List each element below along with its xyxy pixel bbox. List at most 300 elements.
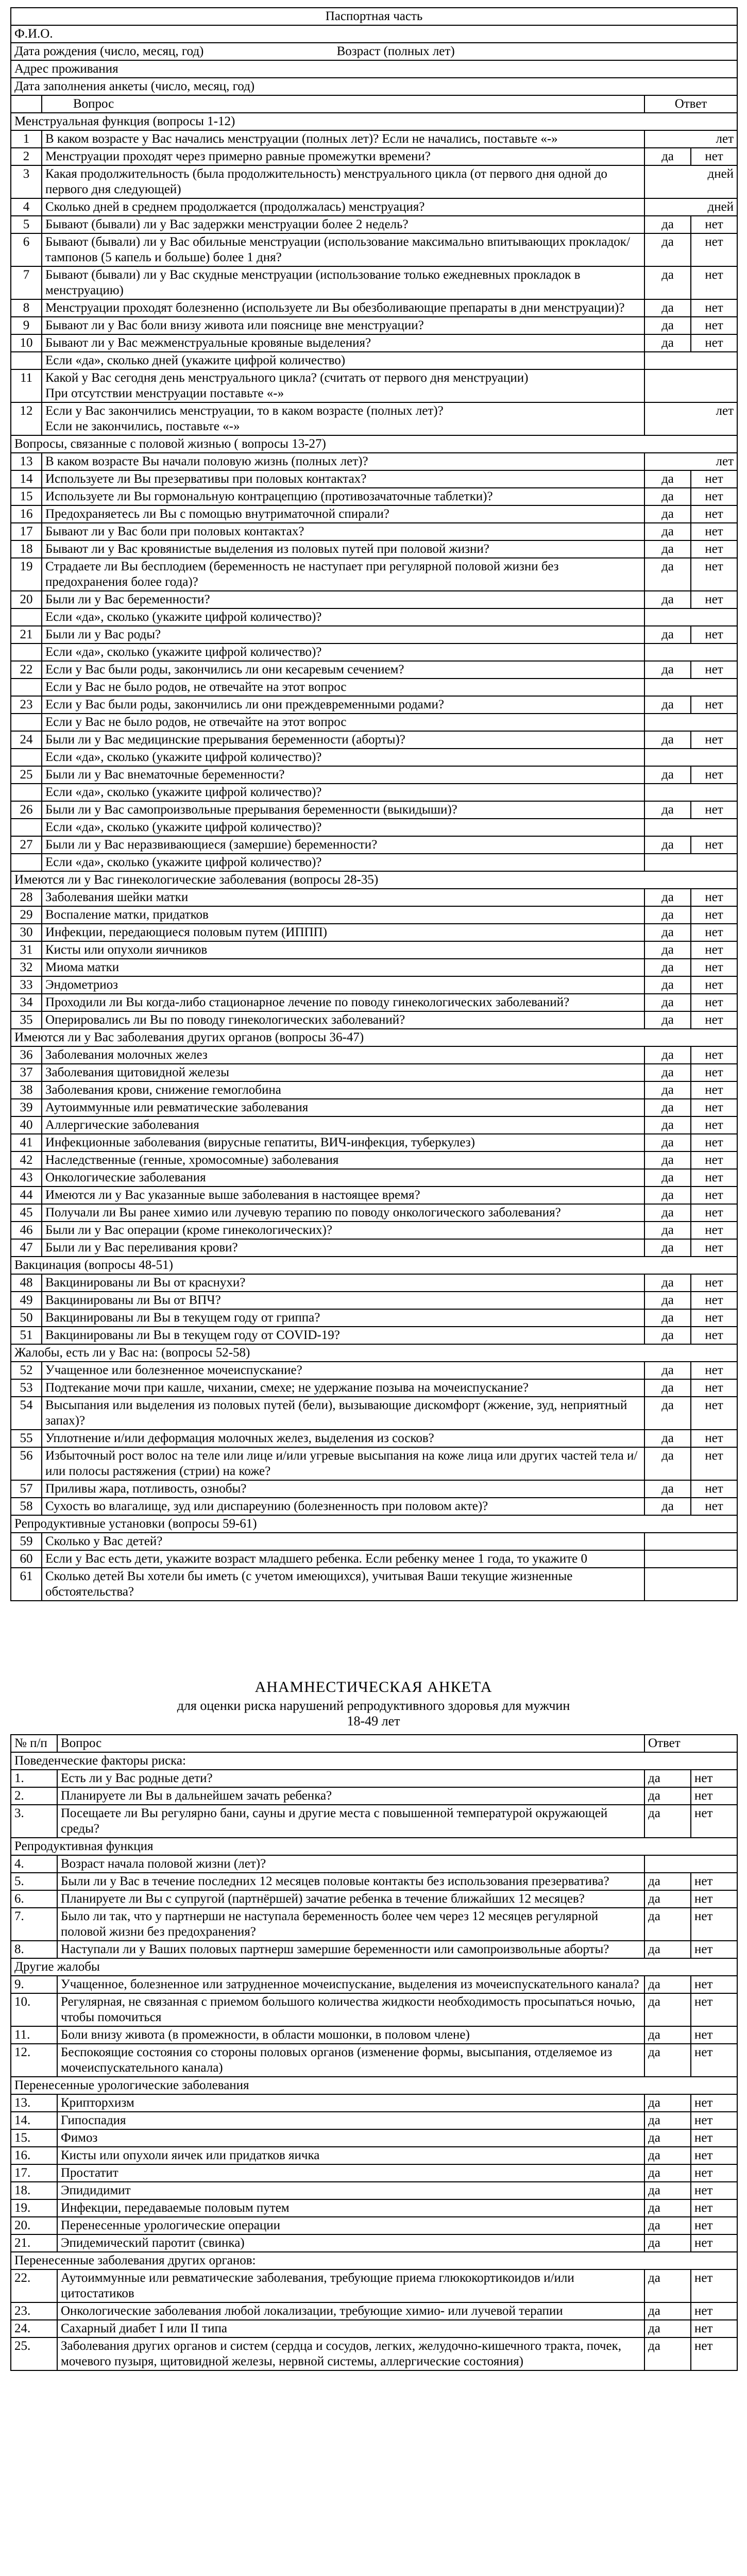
question-number: 18. [11, 2182, 57, 2199]
answer-no-option[interactable]: нет [691, 1222, 737, 1239]
question-number [11, 643, 42, 661]
fill-date-field[interactable]: Дата заполнения анкеты (число, месяц, год) [11, 78, 737, 95]
answer-no-option[interactable]: нет [691, 488, 737, 505]
question-number: 48 [11, 1274, 42, 1292]
section-row [11, 1257, 737, 1274]
question-row [11, 2182, 737, 2199]
answer-no-option[interactable]: нет [691, 959, 737, 976]
question-text: Если у Вас не было родов, не отвечайте на этот вопрос [42, 714, 644, 731]
question-row [11, 1430, 737, 1447]
answer-no-option[interactable]: нет [691, 1187, 737, 1204]
question-row [11, 1204, 737, 1222]
question-row [11, 1805, 737, 1838]
question-text: Какой у Вас сегодня день менструального цикла? (считать от первого дня менструации) При отсутствии менструации поставьте «-» [42, 369, 644, 402]
question-number: 6. [11, 1890, 57, 1908]
question-text: Если «да», сколько (укажите цифрой количество)? [42, 784, 644, 801]
question-row [11, 2147, 737, 2164]
question-text: Заболевания крови, снижение гемоглобина [42, 1081, 644, 1099]
question-number: 7 [11, 266, 42, 299]
answer-no-option[interactable]: нет [691, 2234, 737, 2252]
question-number: 12. [11, 2044, 57, 2077]
page [10, 0, 737, 2371]
female-questionnaire-table [10, 7, 738, 1601]
answer-no-option[interactable]: нет [691, 1379, 737, 1397]
question-number: 38 [11, 1081, 42, 1099]
answer-yes-option[interactable]: да [644, 1397, 691, 1430]
answer-no-option[interactable]: нет [691, 2164, 737, 2182]
question-text: Бывают (бывали) ли у Вас скудные менструации (использование только ежедневных прокладок в менструацию) [42, 266, 644, 299]
answer-yes-option[interactable]: да [644, 1046, 691, 1064]
question-text: Были ли у Вас операции (кроме гинекологических)? [42, 1222, 644, 1239]
answer-yes-option[interactable]: да [644, 2234, 691, 2252]
answer-yes-option[interactable]: да [644, 2217, 691, 2234]
answer-yes-option[interactable]: да [644, 2112, 691, 2129]
answer-no-option[interactable]: нет [691, 1204, 737, 1222]
section-title: Жалобы, есть ли у Вас на: (вопросы 52-58) [11, 1344, 737, 1362]
answer-yes-option[interactable]: да [644, 1908, 691, 1941]
answer-yes-option[interactable]: да [644, 2337, 691, 2370]
answer-no-option[interactable]: нет [691, 591, 737, 608]
answer-yes-option[interactable]: да [644, 299, 691, 317]
section-title: Менструальная функция (вопросы 1-12) [11, 113, 737, 130]
answer-yes-option[interactable]: да [644, 317, 691, 334]
answer-no-option[interactable]: нет [691, 2147, 737, 2164]
answer-no-option[interactable]: нет [691, 1447, 737, 1480]
answer-yes-option[interactable]: да [644, 941, 691, 959]
question-text: Если «да», сколько (укажите цифрой количество)? [42, 749, 644, 766]
answer-yes-option[interactable]: да [644, 470, 691, 488]
answer-yes-option[interactable]: да [644, 2164, 691, 2182]
question-number: 59 [11, 1533, 42, 1550]
answer-yes-option[interactable]: да [644, 1151, 691, 1169]
question-text: Вакцинированы ли Вы в текущем году от гриппа? [42, 1309, 644, 1327]
question-number: 13 [11, 453, 42, 470]
question-number: 5 [11, 216, 42, 233]
question-text: Бывают ли у Вас кровянистые выделения из половых путей при половой жизни? [42, 540, 644, 558]
answer-yes-option[interactable]: да [644, 2026, 691, 2044]
question-number: 50 [11, 1309, 42, 1327]
question-row [11, 2320, 737, 2337]
question-row [11, 1274, 737, 1292]
passport-title-row [11, 8, 737, 25]
answer-yes-option[interactable]: да [644, 233, 691, 266]
question-text: Сахарный диабет I или II типа [57, 2320, 644, 2337]
answer-yes-option[interactable]: да [644, 836, 691, 854]
answer-no-option[interactable]: нет [691, 1274, 737, 1292]
answer-blank-field[interactable] [644, 784, 737, 801]
answer-yes-option[interactable]: да [644, 1993, 691, 2026]
answer-yes-option[interactable]: да [644, 1379, 691, 1397]
answer-blank-field[interactable] [644, 679, 737, 696]
question-text: Онкологические заболевания [42, 1169, 644, 1187]
answer-no-option[interactable]: нет [691, 1081, 737, 1099]
answer-yes-option[interactable]: да [644, 1430, 691, 1447]
answer-yes-option[interactable]: да [644, 2094, 691, 2112]
answer-blank-field[interactable] [644, 819, 737, 836]
question-row [11, 643, 737, 661]
question-number: 25. [11, 2337, 57, 2370]
answer-blank-field[interactable] [644, 369, 737, 402]
answer-yes-option[interactable]: да [644, 2320, 691, 2337]
question-row [11, 1890, 737, 1908]
question-text: Заболевания других органов и систем (сердца и сосудов, легких, желудочно-кишечного тракта, почек, мочевого пузыря, щитовидной железы, нервной системы, аллергические состояния) [57, 2337, 644, 2370]
question-row [11, 749, 737, 766]
answer-blank-field[interactable] [644, 1550, 737, 1568]
question-text: Сколько дней в среднем продолжается (продолжалась) менструация? [42, 198, 644, 216]
question-text: Боли внизу живота (в промежности, в области мошонки, в половом члене) [57, 2026, 644, 2044]
question-text: Простатит [57, 2164, 644, 2182]
question-row [11, 1447, 737, 1480]
answer-no-option[interactable]: нет [691, 1770, 737, 1787]
answer-yes-option[interactable]: да [644, 1081, 691, 1099]
answer-no-option[interactable]: нет [691, 558, 737, 591]
question-row [11, 801, 737, 819]
question-number: 27 [11, 836, 42, 854]
answer-yes-option[interactable]: да [644, 766, 691, 784]
question-text: Если «да», сколько (укажите цифрой количество)? [42, 819, 644, 836]
question-row [11, 2129, 737, 2147]
answer-yes-option[interactable]: да [644, 1011, 691, 1029]
answer-no-option[interactable]: нет [691, 334, 737, 352]
answer-yes-option[interactable]: да [644, 2269, 691, 2302]
answer-blank-field[interactable] [644, 643, 737, 661]
question-row [11, 1873, 737, 1890]
answer-no-option[interactable]: нет [691, 1099, 737, 1116]
answer-blank-field[interactable] [644, 749, 737, 766]
answer-blank-field[interactable] [644, 714, 737, 731]
question-row [11, 1292, 737, 1309]
answer-yes-option[interactable]: да [644, 1099, 691, 1116]
birth-age-field[interactable] [11, 43, 737, 60]
question-text: Бывают (бывали) ли у Вас обильные менструации (использование максимально впитывающих прокладок/тампонов (5 капель и больше) более 1 дня? [42, 233, 644, 266]
question-number: 29 [11, 906, 42, 924]
address-field[interactable]: Адрес проживания [11, 60, 737, 78]
answer-yes-option[interactable]: да [644, 1187, 691, 1204]
question-number: 20 [11, 591, 42, 608]
question-text: Аутоиммунные или ревматические заболевания, требующие приема глюкокортикоидов и/или цитостатиков [57, 2269, 644, 2302]
answer-unit-field[interactable]: лет [644, 402, 737, 435]
section-title: Имеются ли у Вас гинекологические заболевания (вопросы 28-35) [11, 871, 737, 889]
answer-blank-field[interactable] [644, 608, 737, 626]
question-row [11, 2234, 737, 2252]
question-number [11, 352, 42, 369]
question-number: 14 [11, 470, 42, 488]
question-row [11, 1309, 737, 1327]
answer-yes-option[interactable]: да [644, 1805, 691, 1838]
answer-no-option[interactable]: нет [691, 626, 737, 643]
answer-yes-option[interactable]: да [644, 1890, 691, 1908]
question-number: 39 [11, 1099, 42, 1116]
question-text: Есть ли у Вас родные дети? [57, 1770, 644, 1787]
answer-blank-field[interactable] [644, 352, 737, 369]
answer-yes-option[interactable]: да [644, 1222, 691, 1239]
question-row [11, 2337, 737, 2370]
question-text: Вакцинированы ли Вы в текущем году от COVID-19? [42, 1327, 644, 1344]
section-title: Перенесенные урологические заболевания [11, 2077, 737, 2094]
question-row [11, 540, 737, 558]
fio-field[interactable]: Ф.И.О. [11, 25, 737, 43]
question-text: Избыточный рост волос на теле или лице и/или угревые высыпания на коже лица или других частей тела и/или полосы растяжения (стрии) на коже? [42, 1447, 644, 1480]
answer-no-option[interactable]: нет [691, 696, 737, 714]
answer-no-option[interactable]: нет [691, 2320, 737, 2337]
answer-no-option[interactable]: нет [691, 470, 737, 488]
answer-yes-option[interactable]: да [644, 2044, 691, 2077]
question-number: 51 [11, 1327, 42, 1344]
answer-no-option[interactable]: нет [691, 661, 737, 679]
answer-no-option[interactable]: нет [691, 2217, 737, 2234]
answer-unit-field[interactable]: дней [644, 198, 737, 216]
question-row [11, 453, 737, 470]
question-row [11, 714, 737, 731]
answer-no-option[interactable]: нет [691, 1292, 737, 1309]
answer-yes-option[interactable]: да [644, 216, 691, 233]
answer-unit-field[interactable]: лет [644, 130, 737, 148]
answer-no-option[interactable]: нет [691, 906, 737, 924]
answer-yes-option[interactable]: да [644, 661, 691, 679]
answer-yes-option[interactable]: да [644, 994, 691, 1011]
answer-no-option[interactable]: нет [691, 2269, 737, 2302]
question-row [11, 2094, 737, 2112]
question-text: Были ли у Вас медицинские прерывания беременности (аборты)? [42, 731, 644, 749]
form2-title: АНАМНЕСТИЧЕСКАЯ АНКЕТА [254, 1679, 493, 1696]
question-number: 57 [11, 1480, 42, 1498]
answer-unit-field[interactable]: лет [644, 453, 737, 470]
answer-no-option[interactable]: нет [691, 1309, 737, 1327]
question-number: 19 [11, 558, 42, 591]
answer-no-option[interactable]: нет [691, 1169, 737, 1187]
question-number: 3 [11, 165, 42, 198]
section-title: Репродуктивные установки (вопросы 59-61) [11, 1515, 737, 1533]
question-text: Получали ли Вы ранее химио или лучевую терапию по поводу онкологического заболевания? [42, 1204, 644, 1222]
answer-no-option[interactable]: нет [691, 2182, 737, 2199]
answer-yes-option[interactable]: да [644, 731, 691, 749]
answer-no-option[interactable]: нет [691, 2129, 737, 2147]
answer-yes-option[interactable]: да [644, 1480, 691, 1498]
answer-no-option[interactable]: нет [691, 1011, 737, 1029]
answer-no-option[interactable]: нет [691, 766, 737, 784]
answer-blank-field[interactable] [644, 1855, 737, 1873]
question-text: Приливы жара, потливость, ознобы? [42, 1480, 644, 1498]
question-row [11, 523, 737, 540]
answer-yes-option[interactable]: да [644, 1169, 691, 1187]
answer-no-option[interactable]: нет [691, 505, 737, 523]
answer-no-option[interactable]: нет [691, 540, 737, 558]
answer-yes-option[interactable]: да [644, 1134, 691, 1151]
answer-no-option[interactable]: нет [691, 1116, 737, 1134]
answer-unit-field[interactable]: дней [644, 165, 737, 198]
question-number: 61 [11, 1568, 42, 1601]
question-text: Заболевания молочных желез [42, 1046, 644, 1064]
answer-no-option[interactable]: нет [691, 1890, 737, 1908]
column-header-row [11, 95, 737, 113]
question-text: Эндометриоз [42, 976, 644, 994]
answer-no-option[interactable]: нет [691, 1498, 737, 1515]
answer-yes-option[interactable]: да [644, 488, 691, 505]
question-row [11, 1498, 737, 1515]
answer-no-option[interactable]: нет [691, 941, 737, 959]
answer-yes-option[interactable]: да [644, 1873, 691, 1890]
question-text: Аутоиммунные или ревматические заболевания [42, 1099, 644, 1116]
answer-no-option[interactable]: нет [691, 2044, 737, 2077]
answer-yes-option[interactable]: да [644, 1064, 691, 1081]
answer-no-option[interactable]: нет [691, 1787, 737, 1805]
answer-no-option[interactable]: нет [691, 1046, 737, 1064]
section-row [11, 871, 737, 889]
question-text: Онкологические заболевания любой локализации, требующие химио- или лучевой терапии [57, 2302, 644, 2320]
spacer [10, 1601, 737, 1679]
answer-no-option[interactable]: нет [691, 2026, 737, 2044]
question-row [11, 1550, 737, 1568]
answer-yes-option[interactable]: да [644, 976, 691, 994]
question-number: 8. [11, 1941, 57, 1958]
answer-no-option[interactable]: нет [691, 1993, 737, 2026]
answer-yes-option[interactable]: да [644, 1941, 691, 1958]
answer-no-option[interactable]: нет [691, 1430, 737, 1447]
answer-no-option[interactable]: нет [691, 924, 737, 941]
answer-no-option[interactable]: нет [691, 2112, 737, 2129]
question-number: 3. [11, 1805, 57, 1838]
question-number: 4. [11, 1855, 57, 1873]
answer-yes-option[interactable]: да [644, 801, 691, 819]
answer-blank-field[interactable] [644, 854, 737, 871]
question-text: Инфекции, передаваемые половым путем [57, 2199, 644, 2217]
answer-no-option[interactable]: нет [691, 1134, 737, 1151]
question-row [11, 836, 737, 854]
answer-yes-option[interactable]: да [644, 1447, 691, 1480]
answer-yes-option[interactable]: да [644, 1362, 691, 1379]
answer-yes-option[interactable]: да [644, 558, 691, 591]
question-row [11, 924, 737, 941]
answer-no-option[interactable]: нет [691, 1805, 737, 1838]
answer-no-option[interactable]: нет [691, 1397, 737, 1430]
form2-ages: 18-49 лет [347, 1714, 400, 1728]
answer-yes-option[interactable]: да [644, 1309, 691, 1327]
answer-blank-field[interactable] [644, 1568, 737, 1601]
answer-no-option[interactable]: нет [691, 976, 737, 994]
answer-no-option[interactable]: нет [691, 801, 737, 819]
question-text: Если «да», сколько (укажите цифрой количество)? [42, 643, 644, 661]
question-text: Сухость во влагалище, зуд или диспареунию (болезненность при половом акте)? [42, 1498, 644, 1515]
answer-yes-option[interactable]: да [644, 540, 691, 558]
answer-no-option[interactable]: нет [691, 1908, 737, 1941]
answer-yes-option[interactable]: да [644, 591, 691, 608]
question-text: Менструации проходят болезненно (используете ли Вы обезболивающие препараты в дни менструации)? [42, 299, 644, 317]
answer-yes-option[interactable]: да [644, 1327, 691, 1344]
answer-yes-option[interactable]: да [644, 626, 691, 643]
question-text: В каком возрасте у Вас начались менструации (полных лет)? Если не начались, поставьте «-» [42, 130, 644, 148]
question-number [11, 819, 42, 836]
answer-yes-option[interactable]: да [644, 1204, 691, 1222]
answer-yes-option[interactable]: да [644, 2129, 691, 2147]
header-answer: Ответ [644, 1735, 737, 1752]
question-text: Аллергические заболевания [42, 1116, 644, 1134]
fio-row [11, 25, 737, 43]
answer-yes-option[interactable]: да [644, 906, 691, 924]
answer-yes-option[interactable]: да [644, 959, 691, 976]
answer-no-option[interactable]: нет [691, 266, 737, 299]
answer-no-option[interactable]: нет [691, 1873, 737, 1890]
answer-yes-option[interactable]: да [644, 2147, 691, 2164]
question-number: 1. [11, 1770, 57, 1787]
answer-no-option[interactable]: нет [691, 148, 737, 165]
answer-no-option[interactable]: нет [691, 1151, 737, 1169]
answer-yes-option[interactable]: да [644, 2182, 691, 2199]
answer-no-option[interactable]: нет [691, 889, 737, 906]
answer-no-option[interactable]: нет [691, 216, 737, 233]
question-text: Посещаете ли Вы регулярно бани, сауны и другие места с повышенной температурой окружающей среды? [57, 1805, 644, 1838]
answer-no-option[interactable]: нет [691, 731, 737, 749]
answer-yes-option[interactable]: да [644, 696, 691, 714]
answer-no-option[interactable]: нет [691, 317, 737, 334]
answer-yes-option[interactable]: да [644, 1274, 691, 1292]
section-row [11, 435, 737, 453]
answer-yes-option[interactable]: да [644, 1787, 691, 1805]
answer-yes-option[interactable]: да [644, 1498, 691, 1515]
question-number: 21. [11, 2234, 57, 2252]
answer-no-option[interactable]: нет [691, 836, 737, 854]
answer-no-option[interactable]: нет [691, 233, 737, 266]
question-row [11, 679, 737, 696]
answer-yes-option[interactable]: да [644, 2302, 691, 2320]
answer-no-option[interactable]: нет [691, 994, 737, 1011]
answer-no-option[interactable]: нет [691, 1327, 737, 1344]
question-row [11, 2026, 737, 2044]
question-row [11, 731, 737, 749]
answer-no-option[interactable]: нет [691, 2337, 737, 2370]
answer-yes-option[interactable]: да [644, 1239, 691, 1257]
answer-no-option[interactable]: нет [691, 1941, 737, 1958]
answer-no-option[interactable]: нет [691, 1976, 737, 1993]
answer-no-option[interactable]: нет [691, 1362, 737, 1379]
section-title: Перенесенные заболевания других органов: [11, 2252, 737, 2269]
answer-yes-option[interactable]: да [644, 334, 691, 352]
question-row [11, 317, 737, 334]
header-num-cell [11, 95, 42, 113]
question-text: Если у Вас были роды, закончились ли они преждевременными родами? [42, 696, 644, 714]
question-text: Оперировались ли Вы по поводу гинекологических заболеваний? [42, 1011, 644, 1029]
passport-title: Паспортная часть [11, 8, 737, 25]
answer-yes-option[interactable]: да [644, 889, 691, 906]
answer-no-option[interactable]: нет [691, 1480, 737, 1498]
answer-no-option[interactable]: нет [691, 523, 737, 540]
question-number: 10. [11, 1993, 57, 2026]
answer-yes-option[interactable]: да [644, 148, 691, 165]
question-row [11, 591, 737, 608]
answer-no-option[interactable]: нет [691, 2302, 737, 2320]
answer-yes-option[interactable]: да [644, 1116, 691, 1134]
answer-no-option[interactable]: нет [691, 2094, 737, 2112]
answer-yes-option[interactable]: да [644, 2199, 691, 2217]
question-row [11, 854, 737, 871]
answer-yes-option[interactable]: да [644, 523, 691, 540]
question-number: 36 [11, 1046, 42, 1064]
answer-yes-option[interactable]: да [644, 1770, 691, 1787]
answer-no-option[interactable]: нет [691, 2199, 737, 2217]
answer-yes-option[interactable]: да [644, 266, 691, 299]
question-text: Были ли у Вас в течение последних 12 месяцев половые контакты без использования презерватива? [57, 1873, 644, 1890]
answer-yes-option[interactable]: да [644, 1292, 691, 1309]
answer-no-option[interactable]: нет [691, 299, 737, 317]
answer-yes-option[interactable]: да [644, 505, 691, 523]
answer-yes-option[interactable]: да [644, 924, 691, 941]
answer-yes-option[interactable]: да [644, 1976, 691, 1993]
answer-blank-field[interactable] [644, 1533, 737, 1550]
answer-no-option[interactable]: нет [691, 1064, 737, 1081]
answer-no-option[interactable]: нет [691, 1239, 737, 1257]
question-text: Проходили ли Вы когда-либо стационарное лечение по поводу гинекологических заболеваний? [42, 994, 644, 1011]
question-number: 56 [11, 1447, 42, 1480]
question-row [11, 608, 737, 626]
